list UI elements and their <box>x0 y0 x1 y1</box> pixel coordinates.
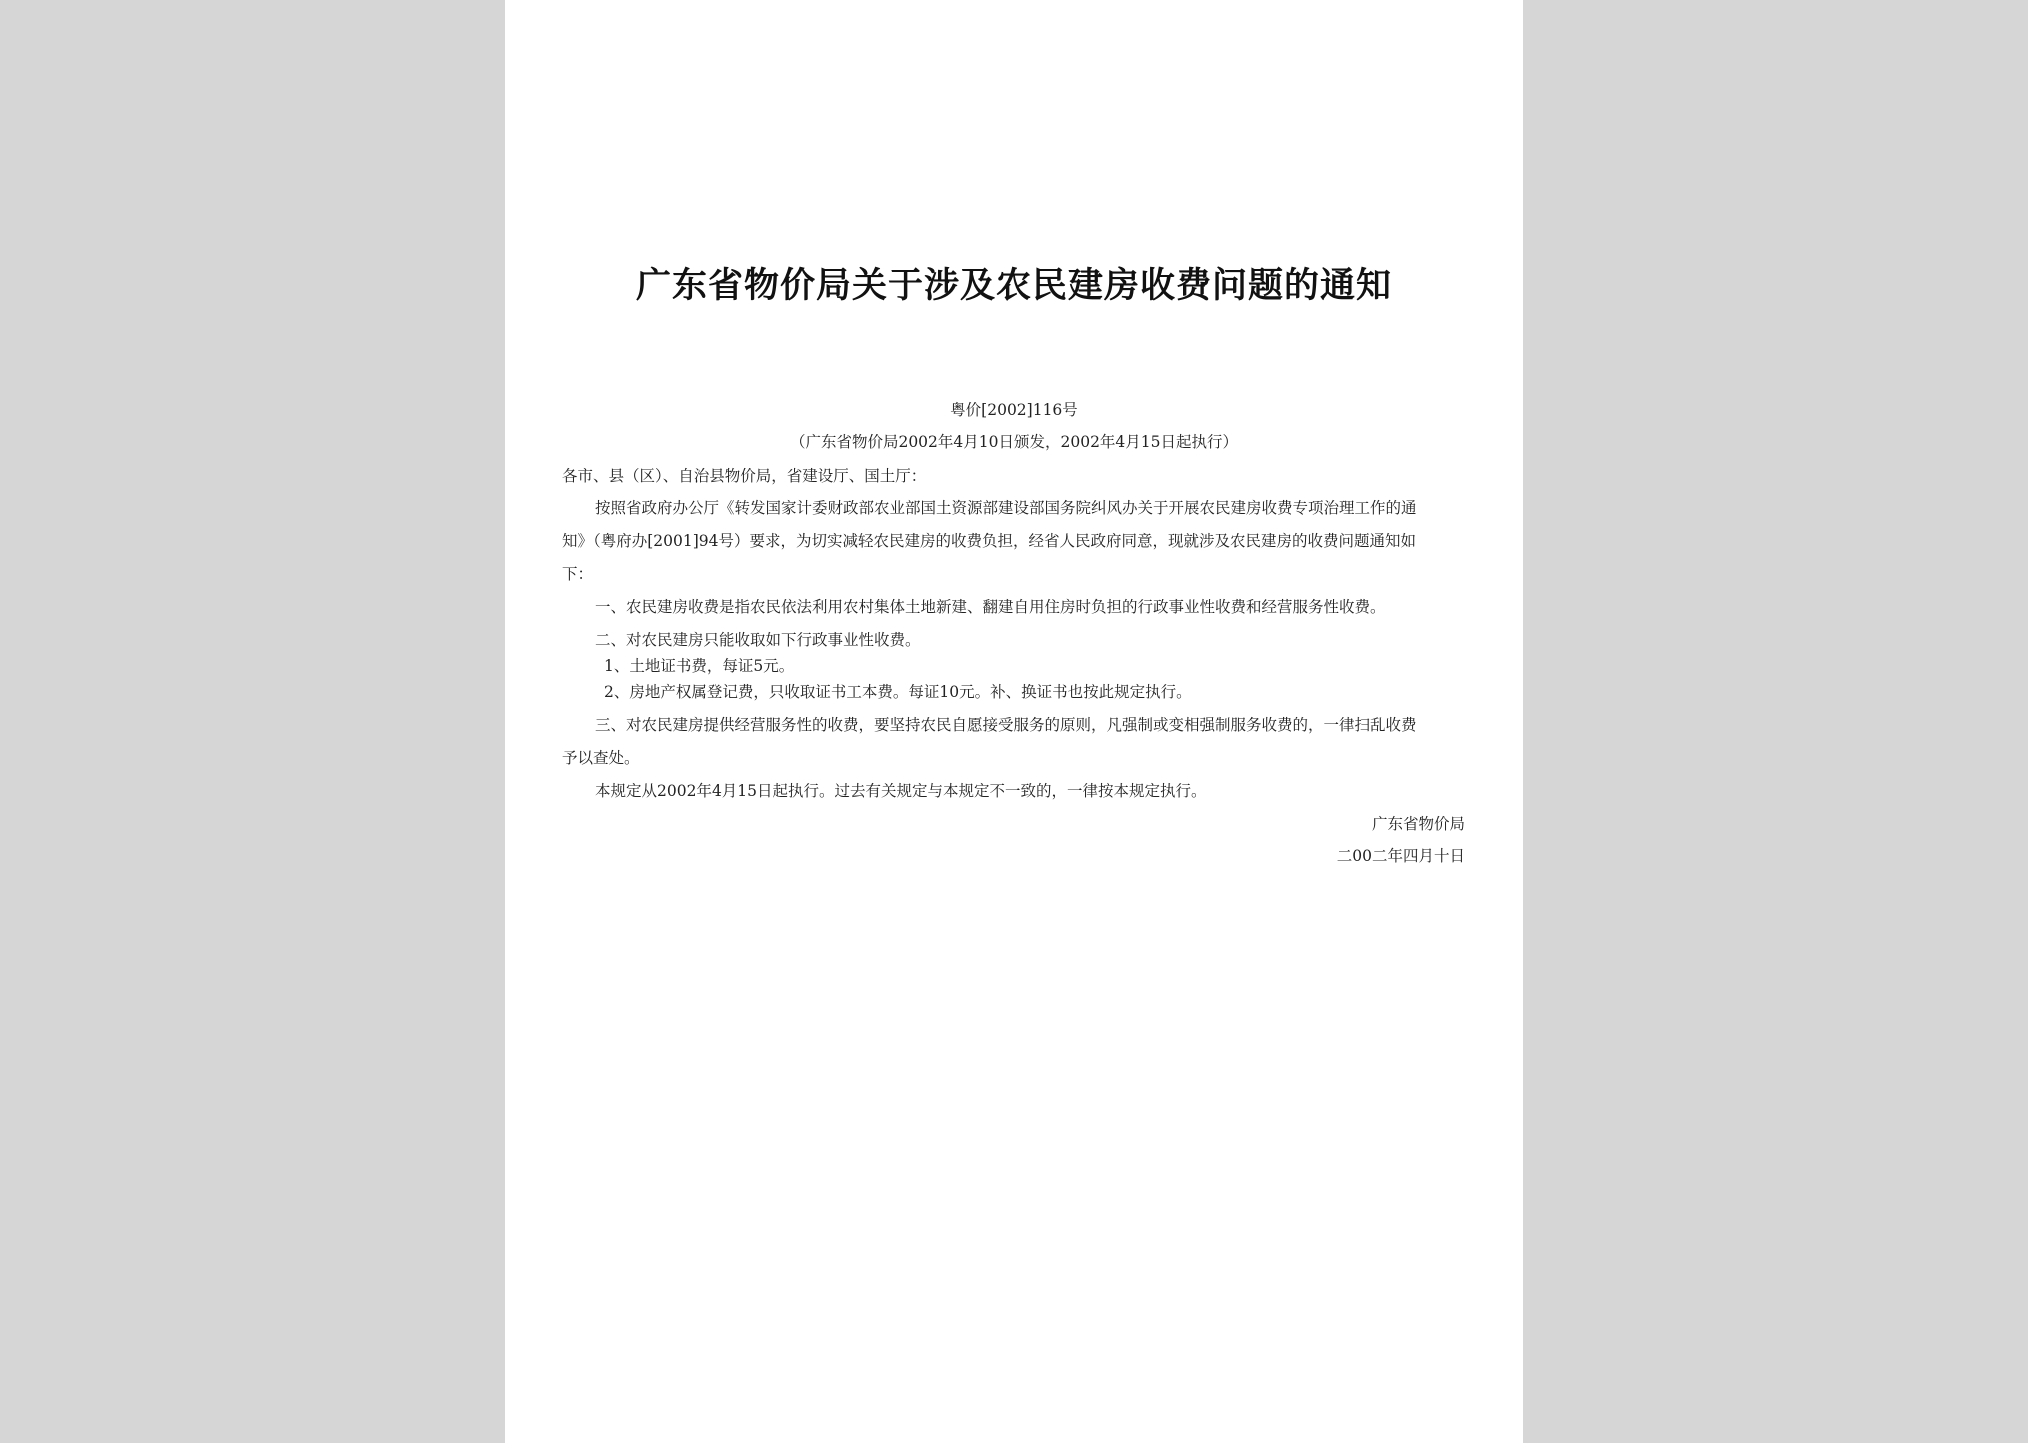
addressee: 各市、县（区）、自治县物价局，省建设厅、国土厅： <box>562 467 927 485</box>
item-2-1: 1、土地证书费，每证5元。 <box>604 657 795 675</box>
effective-statement: 本规定从2002年4月15日起执行。过去有关规定与本规定不一致的，一律按本规定执行。 <box>595 782 1207 800</box>
intro-line-3: 下： <box>562 565 594 583</box>
document-title: 广东省物价局关于涉及农民建房收费问题的通知 <box>635 266 1392 306</box>
issue-date: 二00二年四月十日 <box>1336 847 1465 865</box>
item-2: 二、对农民建房只能收取如下行政事业性收费。 <box>595 631 921 649</box>
item-1: 一、农民建房收费是指农民依法利用农村集体土地新建、翻建自用住房时负担的行政事业性收费和经营服务性收费。 <box>595 598 1386 616</box>
item-2-2: 2、房地产权属登记费，只收取证书工本费。每证10元。补、换证书也按此规定执行。 <box>604 683 1192 701</box>
item-3-line-1: 三、对农民建房提供经营服务性的收费，要坚持农民自愿接受服务的原则，凡强制或变相强制服务收费的，一律扫乱收费 <box>595 716 1417 734</box>
document-number: 粤价[2002]116号 <box>950 401 1078 419</box>
intro-line-1: 按照省政府办公厅《转发国家计委财政部农业部国土资源部建设部国务院纠风办关于开展农民建房收费专项治理工作的通 <box>595 499 1417 517</box>
item-3-line-2: 予以查处。 <box>562 749 640 767</box>
issue-note: （广东省物价局2002年4月10日颁发，2002年4月15日起执行） <box>789 433 1239 451</box>
signature: 广东省物价局 <box>1371 815 1465 833</box>
document-page <box>505 0 1523 1443</box>
intro-line-2: 知》（粤府办[2001]94号）要求，为切实减轻农民建房的收费负担，经省人民政府同意，现就涉及农民建房的收费问题通知如 <box>562 532 1417 550</box>
